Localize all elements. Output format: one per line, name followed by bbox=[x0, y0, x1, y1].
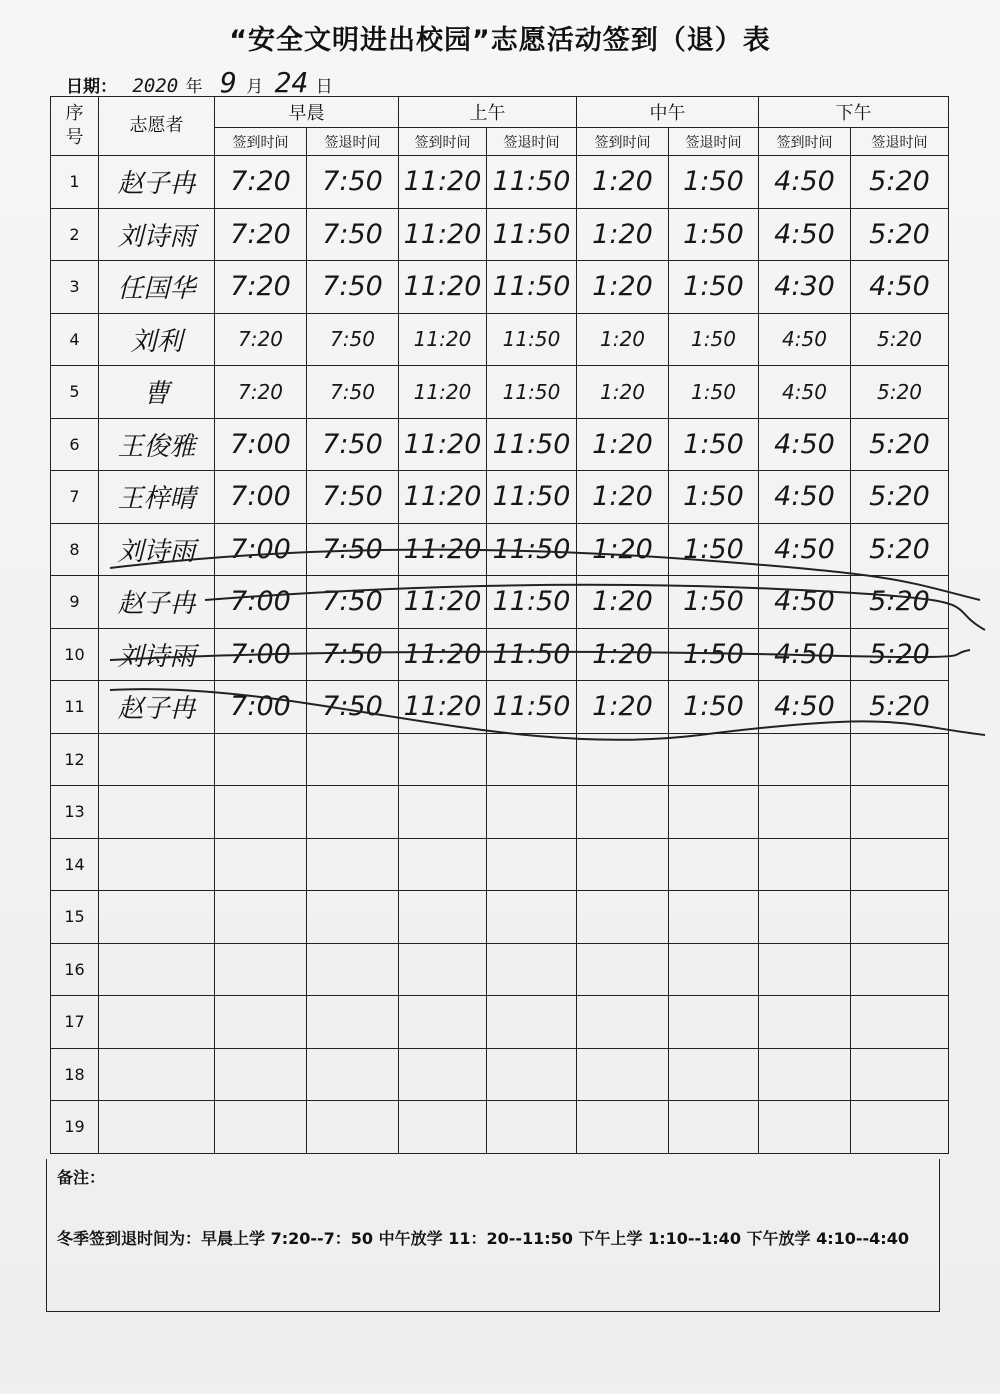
morning-sign-in-time: 7:00 bbox=[215, 523, 307, 576]
table-row bbox=[51, 838, 949, 891]
volunteer-name: 赵子冉 bbox=[99, 681, 215, 734]
volunteer-name: 赵子冉 bbox=[99, 156, 215, 209]
noon-sign-out-time: 1:50 bbox=[669, 681, 759, 734]
morning-sign-out-time bbox=[307, 786, 399, 839]
afternoon-sign-in-time bbox=[759, 786, 851, 839]
noon-sign-in-time: 1:20 bbox=[577, 313, 669, 366]
table-row bbox=[51, 366, 949, 419]
table-row bbox=[51, 418, 949, 471]
table-row bbox=[51, 1048, 949, 1101]
morning-sign-out-time: 7:50 bbox=[307, 156, 399, 209]
notes-text: 冬季签到退时间为：早晨上学 7:20--7：50 中午放学 11：20--11:50 下午上学 1:10--1:40 下午放学 4:10--4:40 bbox=[57, 1229, 909, 1248]
noon-sign-in-time bbox=[577, 733, 669, 786]
noon-sign-in-time: 1:20 bbox=[577, 471, 669, 524]
forenoon-sign-in-time bbox=[399, 1101, 487, 1154]
afternoon-sign-in-time bbox=[759, 996, 851, 1049]
morning-sign-in-time: 7:20 bbox=[215, 366, 307, 419]
afternoon-sign-in-time bbox=[759, 1048, 851, 1101]
volunteer-name: 任国华 bbox=[99, 261, 215, 314]
attendance-table bbox=[50, 96, 949, 1154]
afternoon-sign-out-time bbox=[851, 733, 949, 786]
table-row bbox=[51, 681, 949, 734]
forenoon-sign-out-time: 11:50 bbox=[487, 208, 577, 261]
afternoon-sign-in-time bbox=[759, 733, 851, 786]
noon-sign-in-time: 1:20 bbox=[577, 523, 669, 576]
noon-sign-in-time: 1:20 bbox=[577, 156, 669, 209]
date-month-unit: 月 bbox=[246, 77, 264, 97]
row-number: 3 bbox=[51, 261, 99, 314]
header-row-periods bbox=[51, 97, 949, 128]
afternoon-sign-in-time: 4:50 bbox=[759, 418, 851, 471]
morning-sign-out-time: 7:50 bbox=[307, 576, 399, 629]
noon-sign-in-time: 1:20 bbox=[577, 681, 669, 734]
notes-box bbox=[46, 1159, 940, 1312]
notes-label: 备注： bbox=[57, 1168, 106, 1187]
morning-sign-in-time bbox=[215, 891, 307, 944]
afternoon-sign-out-time: 5:20 bbox=[851, 576, 949, 629]
table-row bbox=[51, 523, 949, 576]
forenoon-sign-out-time bbox=[487, 943, 577, 996]
forenoon-sign-out-time: 11:50 bbox=[487, 418, 577, 471]
forenoon-sign-out-time: 11:50 bbox=[487, 366, 577, 419]
forenoon-sign-out-time bbox=[487, 891, 577, 944]
morning-sign-out-time: 7:50 bbox=[307, 261, 399, 314]
table-row bbox=[51, 628, 949, 681]
noon-sign-out-time bbox=[669, 838, 759, 891]
header-sign-out: 签退时间 bbox=[487, 128, 577, 156]
morning-sign-out-time: 7:50 bbox=[307, 313, 399, 366]
noon-sign-in-time: 1:20 bbox=[577, 576, 669, 629]
morning-sign-in-time: 7:00 bbox=[215, 576, 307, 629]
noon-sign-out-time bbox=[669, 786, 759, 839]
date-line bbox=[66, 66, 333, 99]
row-number: 16 bbox=[51, 943, 99, 996]
volunteer-name: 王梓晴 bbox=[99, 471, 215, 524]
forenoon-sign-out-time: 11:50 bbox=[487, 313, 577, 366]
table-row bbox=[51, 891, 949, 944]
afternoon-sign-out-time: 4:50 bbox=[851, 261, 949, 314]
volunteer-name bbox=[99, 943, 215, 996]
noon-sign-out-time: 1:50 bbox=[669, 156, 759, 209]
header-sign-in: 签到时间 bbox=[215, 128, 307, 156]
noon-sign-in-time: 1:20 bbox=[577, 261, 669, 314]
morning-sign-in-time bbox=[215, 838, 307, 891]
morning-sign-out-time bbox=[307, 891, 399, 944]
forenoon-sign-in-time bbox=[399, 996, 487, 1049]
forenoon-sign-out-time bbox=[487, 1101, 577, 1154]
forenoon-sign-out-time bbox=[487, 1048, 577, 1101]
page-title: “安全文明进出校园”志愿活动签到（退）表 bbox=[229, 25, 771, 56]
forenoon-sign-in-time: 11:20 bbox=[399, 418, 487, 471]
row-number: 11 bbox=[51, 681, 99, 734]
noon-sign-in-time bbox=[577, 996, 669, 1049]
forenoon-sign-out-time: 11:50 bbox=[487, 628, 577, 681]
noon-sign-out-time: 1:50 bbox=[669, 471, 759, 524]
volunteer-name bbox=[99, 733, 215, 786]
morning-sign-out-time: 7:50 bbox=[307, 366, 399, 419]
afternoon-sign-out-time bbox=[851, 838, 949, 891]
morning-sign-in-time: 7:20 bbox=[215, 156, 307, 209]
afternoon-sign-out-time bbox=[851, 943, 949, 996]
afternoon-sign-out-time: 5:20 bbox=[851, 418, 949, 471]
header-sign-in: 签到时间 bbox=[399, 128, 487, 156]
morning-sign-in-time: 7:00 bbox=[215, 681, 307, 734]
forenoon-sign-in-time bbox=[399, 838, 487, 891]
morning-sign-in-time bbox=[215, 943, 307, 996]
row-number: 4 bbox=[51, 313, 99, 366]
afternoon-sign-in-time: 4:50 bbox=[759, 313, 851, 366]
row-number: 10 bbox=[51, 628, 99, 681]
forenoon-sign-out-time bbox=[487, 733, 577, 786]
noon-sign-in-time bbox=[577, 943, 669, 996]
forenoon-sign-in-time: 11:20 bbox=[399, 628, 487, 681]
header-period-noon: 中午 bbox=[577, 97, 759, 128]
forenoon-sign-in-time bbox=[399, 786, 487, 839]
morning-sign-in-time: 7:00 bbox=[215, 628, 307, 681]
page-bottom-edge bbox=[0, 1380, 1000, 1394]
afternoon-sign-out-time bbox=[851, 1101, 949, 1154]
noon-sign-in-time bbox=[577, 1101, 669, 1154]
forenoon-sign-out-time bbox=[487, 786, 577, 839]
volunteer-name bbox=[99, 1101, 215, 1154]
noon-sign-out-time bbox=[669, 996, 759, 1049]
row-number: 19 bbox=[51, 1101, 99, 1154]
morning-sign-out-time bbox=[307, 943, 399, 996]
afternoon-sign-in-time: 4:50 bbox=[759, 471, 851, 524]
forenoon-sign-in-time bbox=[399, 733, 487, 786]
morning-sign-in-time bbox=[215, 1048, 307, 1101]
volunteer-name bbox=[99, 891, 215, 944]
forenoon-sign-in-time bbox=[399, 1048, 487, 1101]
morning-sign-out-time bbox=[307, 733, 399, 786]
row-number: 5 bbox=[51, 366, 99, 419]
afternoon-sign-out-time bbox=[851, 996, 949, 1049]
noon-sign-in-time bbox=[577, 786, 669, 839]
morning-sign-out-time bbox=[307, 1048, 399, 1101]
forenoon-sign-out-time: 11:50 bbox=[487, 681, 577, 734]
forenoon-sign-in-time: 11:20 bbox=[399, 681, 487, 734]
morning-sign-out-time: 7:50 bbox=[307, 471, 399, 524]
forenoon-sign-in-time: 11:20 bbox=[399, 523, 487, 576]
afternoon-sign-in-time: 4:50 bbox=[759, 523, 851, 576]
afternoon-sign-in-time bbox=[759, 1101, 851, 1154]
noon-sign-out-time: 1:50 bbox=[669, 418, 759, 471]
afternoon-sign-out-time: 5:20 bbox=[851, 313, 949, 366]
morning-sign-out-time: 7:50 bbox=[307, 208, 399, 261]
morning-sign-in-time: 7:20 bbox=[215, 261, 307, 314]
forenoon-sign-in-time bbox=[399, 943, 487, 996]
table-row bbox=[51, 943, 949, 996]
noon-sign-out-time bbox=[669, 943, 759, 996]
afternoon-sign-out-time bbox=[851, 891, 949, 944]
morning-sign-out-time: 7:50 bbox=[307, 418, 399, 471]
row-number: 15 bbox=[51, 891, 99, 944]
volunteer-name: 赵子冉 bbox=[99, 576, 215, 629]
noon-sign-in-time: 1:20 bbox=[577, 418, 669, 471]
date-label: 日期： bbox=[66, 77, 117, 97]
table-row bbox=[51, 261, 949, 314]
forenoon-sign-out-time: 11:50 bbox=[487, 576, 577, 629]
noon-sign-in-time: 1:20 bbox=[577, 366, 669, 419]
noon-sign-in-time: 1:20 bbox=[577, 628, 669, 681]
afternoon-sign-in-time bbox=[759, 891, 851, 944]
row-number: 6 bbox=[51, 418, 99, 471]
noon-sign-out-time: 1:50 bbox=[669, 523, 759, 576]
noon-sign-out-time: 1:50 bbox=[669, 576, 759, 629]
morning-sign-in-time: 7:20 bbox=[215, 208, 307, 261]
header-sign-out: 签退时间 bbox=[851, 128, 949, 156]
morning-sign-in-time bbox=[215, 1101, 307, 1154]
morning-sign-out-time bbox=[307, 1101, 399, 1154]
noon-sign-out-time: 1:50 bbox=[669, 313, 759, 366]
row-number: 7 bbox=[51, 471, 99, 524]
volunteer-name: 王俊雅 bbox=[99, 418, 215, 471]
forenoon-sign-out-time: 11:50 bbox=[487, 471, 577, 524]
afternoon-sign-in-time bbox=[759, 838, 851, 891]
table-row bbox=[51, 313, 949, 366]
volunteer-name: 刘诗雨 bbox=[99, 208, 215, 261]
noon-sign-out-time: 1:50 bbox=[669, 366, 759, 419]
row-number: 14 bbox=[51, 838, 99, 891]
volunteer-name bbox=[99, 786, 215, 839]
date-day: 24 bbox=[274, 66, 309, 99]
forenoon-sign-out-time: 11:50 bbox=[487, 523, 577, 576]
volunteer-name: 曹 bbox=[99, 366, 215, 419]
forenoon-sign-out-time: 11:50 bbox=[487, 156, 577, 209]
header-seq bbox=[51, 97, 99, 156]
afternoon-sign-in-time: 4:50 bbox=[759, 576, 851, 629]
header-sign-out: 签退时间 bbox=[669, 128, 759, 156]
header-period-afternoon: 下午 bbox=[759, 97, 949, 128]
forenoon-sign-in-time: 11:20 bbox=[399, 576, 487, 629]
noon-sign-out-time: 1:50 bbox=[669, 208, 759, 261]
forenoon-sign-in-time: 11:20 bbox=[399, 366, 487, 419]
afternoon-sign-out-time: 5:20 bbox=[851, 681, 949, 734]
morning-sign-in-time bbox=[215, 786, 307, 839]
morning-sign-out-time: 7:50 bbox=[307, 523, 399, 576]
row-number: 12 bbox=[51, 733, 99, 786]
row-number: 18 bbox=[51, 1048, 99, 1101]
row-number: 13 bbox=[51, 786, 99, 839]
afternoon-sign-out-time bbox=[851, 1048, 949, 1101]
afternoon-sign-in-time: 4:50 bbox=[759, 681, 851, 734]
date-month: 9 bbox=[219, 66, 237, 99]
table-row bbox=[51, 208, 949, 261]
noon-sign-out-time bbox=[669, 733, 759, 786]
row-number: 17 bbox=[51, 996, 99, 1049]
table-row bbox=[51, 471, 949, 524]
noon-sign-out-time bbox=[669, 891, 759, 944]
volunteer-name bbox=[99, 1048, 215, 1101]
forenoon-sign-in-time: 11:20 bbox=[399, 156, 487, 209]
morning-sign-out-time: 7:50 bbox=[307, 628, 399, 681]
row-number: 9 bbox=[51, 576, 99, 629]
morning-sign-in-time: 7:00 bbox=[215, 471, 307, 524]
noon-sign-out-time bbox=[669, 1048, 759, 1101]
table-row bbox=[51, 786, 949, 839]
morning-sign-out-time: 7:50 bbox=[307, 681, 399, 734]
afternoon-sign-out-time: 5:20 bbox=[851, 523, 949, 576]
morning-sign-in-time bbox=[215, 996, 307, 1049]
noon-sign-out-time: 1:50 bbox=[669, 628, 759, 681]
date-year-unit: 年 bbox=[185, 77, 203, 97]
afternoon-sign-out-time: 5:20 bbox=[851, 628, 949, 681]
header-volunteer: 志愿者 bbox=[99, 97, 215, 156]
date-year: 2020 bbox=[132, 75, 179, 97]
afternoon-sign-out-time bbox=[851, 786, 949, 839]
header-sign-in: 签到时间 bbox=[577, 128, 669, 156]
volunteer-name: 刘诗雨 bbox=[99, 523, 215, 576]
morning-sign-in-time bbox=[215, 733, 307, 786]
volunteer-name bbox=[99, 996, 215, 1049]
date-day-unit: 日 bbox=[315, 77, 333, 97]
forenoon-sign-in-time bbox=[399, 891, 487, 944]
afternoon-sign-in-time: 4:50 bbox=[759, 208, 851, 261]
forenoon-sign-out-time: 11:50 bbox=[487, 261, 577, 314]
row-number: 2 bbox=[51, 208, 99, 261]
morning-sign-out-time bbox=[307, 996, 399, 1049]
header-sign-out: 签退时间 bbox=[307, 128, 399, 156]
table-row bbox=[51, 156, 949, 209]
noon-sign-in-time bbox=[577, 891, 669, 944]
header-sign-in: 签到时间 bbox=[759, 128, 851, 156]
noon-sign-out-time bbox=[669, 1101, 759, 1154]
forenoon-sign-in-time: 11:20 bbox=[399, 471, 487, 524]
morning-sign-in-time: 7:00 bbox=[215, 418, 307, 471]
row-number: 1 bbox=[51, 156, 99, 209]
noon-sign-out-time: 1:50 bbox=[669, 261, 759, 314]
table-row bbox=[51, 996, 949, 1049]
noon-sign-in-time bbox=[577, 838, 669, 891]
forenoon-sign-out-time bbox=[487, 838, 577, 891]
afternoon-sign-out-time: 5:20 bbox=[851, 208, 949, 261]
afternoon-sign-in-time: 4:30 bbox=[759, 261, 851, 314]
noon-sign-in-time bbox=[577, 1048, 669, 1101]
forenoon-sign-in-time: 11:20 bbox=[399, 313, 487, 366]
header-seq-text: 序号 bbox=[65, 103, 84, 148]
forenoon-sign-in-time: 11:20 bbox=[399, 261, 487, 314]
afternoon-sign-out-time: 5:20 bbox=[851, 156, 949, 209]
afternoon-sign-in-time: 4:50 bbox=[759, 366, 851, 419]
afternoon-sign-in-time: 4:50 bbox=[759, 156, 851, 209]
forenoon-sign-out-time bbox=[487, 996, 577, 1049]
table-row bbox=[51, 576, 949, 629]
noon-sign-in-time: 1:20 bbox=[577, 208, 669, 261]
header-period-morning: 早晨 bbox=[215, 97, 399, 128]
morning-sign-out-time bbox=[307, 838, 399, 891]
attendance-body bbox=[51, 156, 949, 1154]
volunteer-name: 刘诗雨 bbox=[99, 628, 215, 681]
forenoon-sign-in-time: 11:20 bbox=[399, 208, 487, 261]
afternoon-sign-in-time bbox=[759, 943, 851, 996]
volunteer-name bbox=[99, 838, 215, 891]
afternoon-sign-out-time: 5:20 bbox=[851, 366, 949, 419]
morning-sign-in-time: 7:20 bbox=[215, 313, 307, 366]
header-period-forenoon: 上午 bbox=[399, 97, 577, 128]
volunteer-name: 刘利 bbox=[99, 313, 215, 366]
afternoon-sign-in-time: 4:50 bbox=[759, 628, 851, 681]
table-row bbox=[51, 733, 949, 786]
row-number: 8 bbox=[51, 523, 99, 576]
afternoon-sign-out-time: 5:20 bbox=[851, 471, 949, 524]
table-row bbox=[51, 1101, 949, 1154]
